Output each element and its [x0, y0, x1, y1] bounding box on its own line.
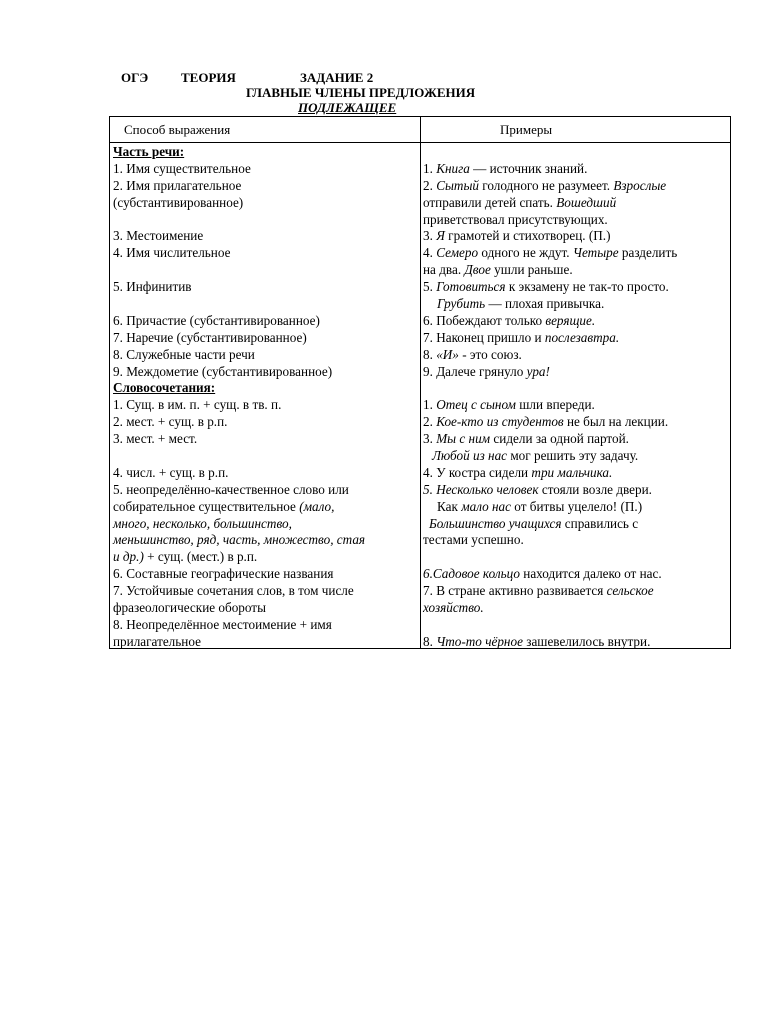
- example-italic: Семеро: [436, 245, 479, 261]
- examples-column: [423, 144, 728, 651]
- example-row: [423, 364, 728, 381]
- example-row: [423, 279, 728, 296]
- example-row: [423, 195, 728, 212]
- method-row: 8. Неопределённое местоимение + имя: [113, 616, 332, 632]
- example-text: 5.: [423, 279, 437, 295]
- method-italic: (мало,: [299, 498, 335, 514]
- example-italic: три мальчика.: [531, 464, 613, 480]
- example-italic: «И»: [436, 346, 459, 362]
- example-italic: хозяйство.: [423, 600, 484, 616]
- method-row: (субстантивированное): [113, 194, 244, 210]
- example-italic: верящие.: [545, 312, 596, 328]
- example-row: [423, 161, 728, 178]
- example-text: 3.: [423, 228, 437, 244]
- example-text: стояли возле двери.: [538, 481, 652, 497]
- example-text: от битвы уцелело! (П.): [511, 498, 643, 514]
- example-row: [423, 448, 728, 465]
- method-row: 6. Причастие (субстантивированное): [113, 312, 320, 328]
- example-italic: Готовиться: [436, 279, 506, 295]
- example-italic: Отец с сыном: [436, 397, 516, 413]
- example-italic: Мы с ним: [436, 431, 491, 447]
- method-row: [113, 516, 418, 533]
- example-text: грамотей и стихотворец. (П.): [444, 228, 611, 244]
- example-italic: мало нас: [461, 498, 511, 514]
- example-text: справились с: [561, 515, 639, 531]
- example-row: [423, 482, 728, 499]
- example-text: 1.: [423, 160, 437, 176]
- example-italic: Я: [436, 228, 445, 244]
- page-title: ГЛАВНЫЕ ЧЛЕНЫ ПРЕДЛОЖЕНИЯ: [246, 85, 476, 100]
- example-text: - это союз.: [458, 346, 522, 362]
- example-text: находится далеко от нас.: [519, 566, 662, 582]
- example-text: 3.: [423, 431, 437, 447]
- example-row: [423, 296, 728, 313]
- example-text: — источник знаний.: [469, 160, 588, 176]
- method-row: 8. Служебные части речи: [113, 346, 255, 362]
- example-italic: Что-то чёрное: [436, 633, 523, 649]
- example-italic: 5. Несколько человек: [423, 481, 539, 497]
- example-row: [423, 347, 728, 364]
- section-parts-of-speech: Часть речи:: [113, 144, 185, 159]
- method-text: + сущ. (мест.) в р.п.: [143, 549, 258, 565]
- example-text: сидели за одной партой.: [490, 431, 629, 447]
- method-row: 4. Имя числительное: [113, 245, 231, 261]
- example-text: зашевелилось внутри.: [522, 633, 651, 649]
- header-task: ЗАДАНИЕ 2: [300, 70, 374, 85]
- method-row: 7. Устойчивые сочетания слов, в том числе: [113, 583, 354, 599]
- section-word-combinations: Словосочетания:: [113, 380, 216, 396]
- method-row: 1. Имя существительное: [113, 160, 251, 176]
- method-row: 5. неопределённо-качественное слово или: [113, 481, 349, 497]
- method-row: 9. Междометие (субстантивированное): [113, 363, 333, 379]
- example-text: 7. В стране активно развивается: [423, 583, 607, 599]
- example-row: [423, 262, 728, 279]
- example-row: [423, 397, 728, 414]
- method-text: собирательное существительное: [113, 498, 300, 514]
- example-row: [423, 414, 728, 431]
- method-row: [113, 532, 418, 549]
- example-text: 4.: [423, 245, 437, 261]
- method-row: фразеологические обороты: [113, 600, 266, 616]
- method-row: 7. Наречие (субстантивированное): [113, 329, 307, 345]
- theory-table: [109, 116, 731, 649]
- page-subtitle: ПОДЛЕЖАЩЕЕ: [298, 100, 397, 115]
- example-text: 6. Побеждают только: [423, 312, 546, 328]
- example-text: 9. Далече грянуло: [423, 363, 527, 379]
- example-text: голодного не разумеет.: [478, 177, 614, 193]
- column-divider: [420, 117, 421, 648]
- example-row: [423, 178, 728, 195]
- example-row: [423, 313, 728, 330]
- header-oge: ОГЭ: [121, 70, 149, 85]
- example-italic: Сытый: [436, 177, 479, 193]
- example-row: [423, 465, 728, 482]
- method-column: [113, 144, 418, 651]
- example-text: Как: [437, 498, 462, 514]
- example-text: к экзамену не так-то просто.: [505, 279, 669, 295]
- method-row: 6. Составные географические названия: [113, 566, 334, 582]
- example-text: отправили детей спать.: [423, 194, 557, 210]
- example-text: 2.: [423, 414, 437, 430]
- example-row: [423, 600, 728, 617]
- method-row: прилагательное: [113, 633, 201, 649]
- method-row: 2. Имя прилагательное: [113, 177, 242, 193]
- example-italic: Грубить: [437, 296, 486, 312]
- method-row: 3. Местоимение: [113, 228, 204, 244]
- example-italic: Кое-кто из студентов: [436, 414, 564, 430]
- example-row: [423, 228, 728, 245]
- example-row: [423, 634, 728, 651]
- example-row: [423, 330, 728, 347]
- example-italic: Книга: [436, 160, 470, 176]
- example-text: 4. У костра сидели: [423, 464, 532, 480]
- example-row: [423, 583, 728, 600]
- example-text: шли впереди.: [515, 397, 595, 413]
- example-text: — плохая привычка.: [485, 296, 605, 312]
- column-header-method: Способ выражения: [124, 122, 231, 137]
- example-text: мог решить эту задачу.: [507, 448, 639, 464]
- example-italic: Большинство учащихся: [429, 515, 562, 531]
- method-row: 4. числ. + сущ. в р.п.: [113, 464, 229, 480]
- example-italic: сельское: [606, 583, 654, 599]
- example-row: [423, 431, 728, 448]
- method-row: 3. мест. + мест.: [113, 431, 198, 447]
- example-row: [423, 499, 728, 516]
- method-row: 5. Инфинитив: [113, 279, 192, 295]
- method-row: 1. Сущ. в им. п. + сущ. в тв. п.: [113, 397, 282, 413]
- example-italic: Любой из нас: [432, 448, 508, 464]
- example-text: 1.: [423, 397, 437, 413]
- column-header-examples: Примеры: [500, 122, 553, 137]
- example-text: 2.: [423, 177, 437, 193]
- example-italic: Двое: [464, 262, 491, 278]
- example-text: не был на лекции.: [563, 414, 669, 430]
- example-italic: Вошедший: [556, 194, 617, 210]
- method-row: 2. мест. + сущ. в р.п.: [113, 414, 228, 430]
- method-row: [113, 499, 418, 516]
- example-row: приветствовал присутствующих.: [423, 211, 608, 227]
- example-text: 7. Наконец пришло и: [423, 329, 545, 345]
- example-italic: Четыре: [572, 245, 619, 261]
- header-theory: ТЕОРИЯ: [181, 70, 236, 85]
- method-italic: и др.): [113, 549, 144, 565]
- example-italic: Взрослые: [613, 177, 667, 193]
- example-text: ушли раньше.: [490, 262, 573, 278]
- example-text: разделить: [618, 245, 678, 261]
- example-text: на два.: [423, 262, 465, 278]
- example-text: 8.: [423, 346, 437, 362]
- example-text: 8.: [423, 633, 437, 649]
- example-italic: 6.Садовое кольцо: [423, 566, 520, 582]
- example-text: одного не ждут.: [478, 245, 573, 261]
- method-row: [113, 549, 418, 566]
- method-italic: меньшинство, ряд, часть, множество, стая: [113, 532, 366, 548]
- example-italic: послезавтра.: [544, 329, 620, 345]
- header-divider: [110, 142, 730, 143]
- example-italic: ура!: [526, 363, 550, 379]
- example-row: [423, 566, 728, 583]
- example-row: тестами успешно.: [423, 532, 524, 548]
- example-row: [423, 245, 728, 262]
- example-row: [423, 516, 728, 533]
- method-italic: много, несколько, большинство,: [113, 515, 292, 531]
